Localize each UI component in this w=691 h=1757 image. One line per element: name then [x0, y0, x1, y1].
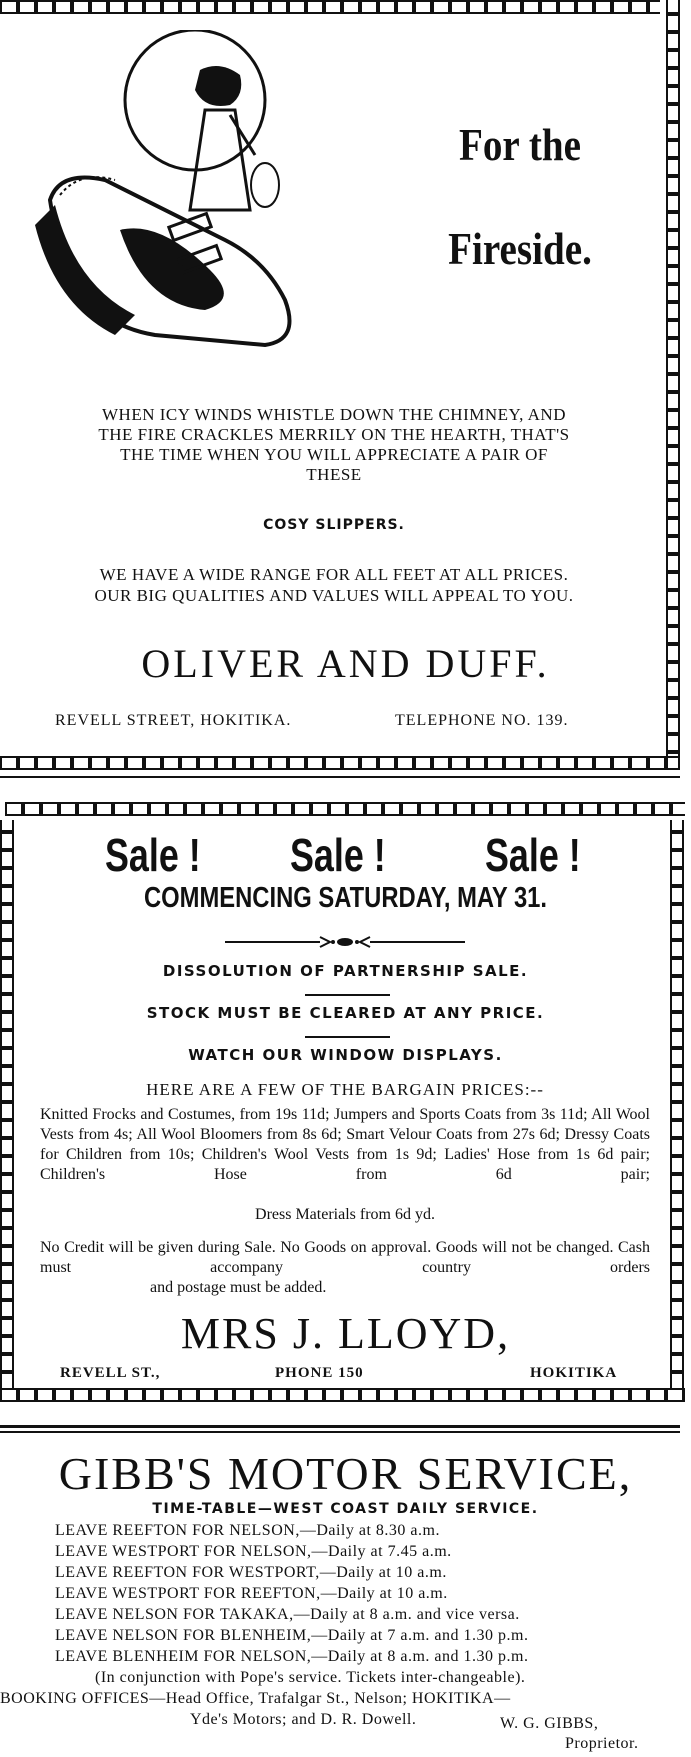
bargain-heading: HERE ARE A FEW OF THE BARGAIN PRICES:--	[146, 1080, 544, 1099]
range-line-2: OUR BIG QUALITIES AND VALUES WILL APPEAL TO YOU.	[94, 586, 574, 605]
telephone: TELEPHONE NO. 139.	[395, 712, 569, 729]
sale-word-3: Sale !	[485, 829, 581, 881]
window-displays-line: WATCH OUR WINDOW DISPLAYS.	[188, 1046, 503, 1064]
credit-terms-last: and postage must be added.	[150, 1279, 327, 1296]
divider-rule	[0, 776, 680, 778]
top-double-rule-2	[0, 1431, 680, 1433]
booking-offices-1: BOOKING OFFICES—Head Office, Trafalgar St., Nelson; HOKITIKA—	[0, 1690, 511, 1707]
firm-name-lloyd: MRS J. LLOYD,	[180, 1309, 511, 1358]
body-line-4: THESE	[306, 465, 362, 484]
slipper-illustration	[30, 30, 320, 390]
dissolution-line: DISSOLUTION OF PARTNERSHIP SALE.	[162, 962, 529, 980]
headline-fireside: Fireside.	[448, 223, 592, 274]
timetable-line-1: LEAVE REEFTON FOR NELSON,—Daily at 8.30 a.m.	[55, 1522, 440, 1539]
commencing-date: COMMENCING SATURDAY, MAY 31.	[143, 882, 548, 914]
short-rule-1	[305, 994, 390, 996]
sale-advertisement	[0, 790, 691, 1410]
gibbs-title: GIBB'S MOTOR SERVICE,	[58, 1448, 633, 1499]
top-chain-border	[0, 0, 660, 14]
firm-name-oliver-duff: OLIVER AND DUFF.	[141, 641, 550, 686]
body-line-3: THE TIME WHEN YOU WILL APPRECIATE A PAIR OF	[120, 445, 548, 464]
timetable-line-6: LEAVE NELSON FOR BLENHEIM,—Daily at 7 a.m. and 1.30 p.m.	[55, 1627, 529, 1644]
signature-role: Proprietor.	[565, 1735, 639, 1752]
cosy-slippers-heading: COSY SLIPPERS.	[263, 517, 405, 533]
signature-name: W. G. GIBBS,	[500, 1715, 599, 1732]
booking-offices-2: Yde's Motors; and D. R. Dowell.	[190, 1711, 417, 1728]
street: REVELL ST.,	[60, 1365, 161, 1381]
right-chain-border	[670, 820, 684, 1390]
left-chain-border	[0, 820, 14, 1390]
slipper-advertisement	[0, 0, 691, 780]
conjunction-note: (In conjunction with Pope's service. Tickets inter-changeable).	[95, 1669, 526, 1686]
timetable-line-3: LEAVE REEFTON FOR WESTPORT,—Daily at 10 a.m.	[55, 1564, 447, 1581]
timetable-line-5: LEAVE NELSON FOR TAKAKA,—Daily at 8 a.m. and vice versa.	[55, 1606, 520, 1623]
phone: PHONE 150	[275, 1365, 364, 1381]
body-line-2: THE FIRE CRACKLES MERRILY ON THE HEARTH, THAT'S	[98, 425, 570, 444]
bargain-prices-last: Dress Materials from 6d yd.	[255, 1206, 435, 1223]
motor-service-advertisement	[0, 1425, 691, 1757]
top-double-rule-1	[0, 1425, 680, 1428]
top-chain-border	[5, 802, 685, 816]
credit-terms-text: No Credit will be given during Sale. No Goods on approval. Goods will not be changed. Cash must accompany country orders	[40, 1239, 650, 1276]
headline-for-the: For the	[458, 119, 581, 170]
timetable-subtitle: TIME-TABLE—WEST COAST DAILY SERVICE.	[152, 1501, 539, 1517]
ornament-divider	[225, 935, 465, 949]
bottom-chain-border	[0, 756, 680, 770]
body-line-1: WHEN ICY WINDS WHISTLE DOWN THE CHIMNEY, AND	[102, 405, 566, 424]
stock-cleared-line: STOCK MUST BE CLEARED AT ANY PRICE.	[146, 1004, 545, 1022]
bargain-prices-text: Knitted Frocks and Costumes, from 19s 11d; Jumpers and Sports Coats from 3s 11d; All Wool Vests from 4s; All Wool Bloomers from 8s 6d; Smart Velour Coats from 27s 6d; Dressy Coats for Children from 10s; Children's Wool Vests from 1s 9d; Ladies' Hose from 1s 6d pair; Children's Hose from 6d pair;	[40, 1106, 650, 1183]
sale-word-2: Sale !	[290, 829, 386, 881]
short-rule-2	[305, 1036, 390, 1038]
timetable-line-2: LEAVE WESTPORT FOR NELSON,—Daily at 7.45 a.m.	[55, 1543, 452, 1560]
timetable-line-4: LEAVE WESTPORT FOR REEFTON,—Daily at 10 a.m.	[55, 1585, 448, 1602]
timetable-line-7: LEAVE BLENHEIM FOR NELSON,—Daily at 8 a.m. and 1.30 p.m.	[55, 1648, 529, 1665]
bottom-chain-border	[0, 1388, 685, 1402]
sale-word-1: Sale !	[105, 829, 201, 881]
address: REVELL STREET, HOKITIKA.	[55, 712, 292, 729]
range-line-1: WE HAVE A WIDE RANGE FOR ALL FEET AT ALL PRICES.	[99, 565, 569, 584]
town: HOKITIKA	[530, 1365, 618, 1381]
